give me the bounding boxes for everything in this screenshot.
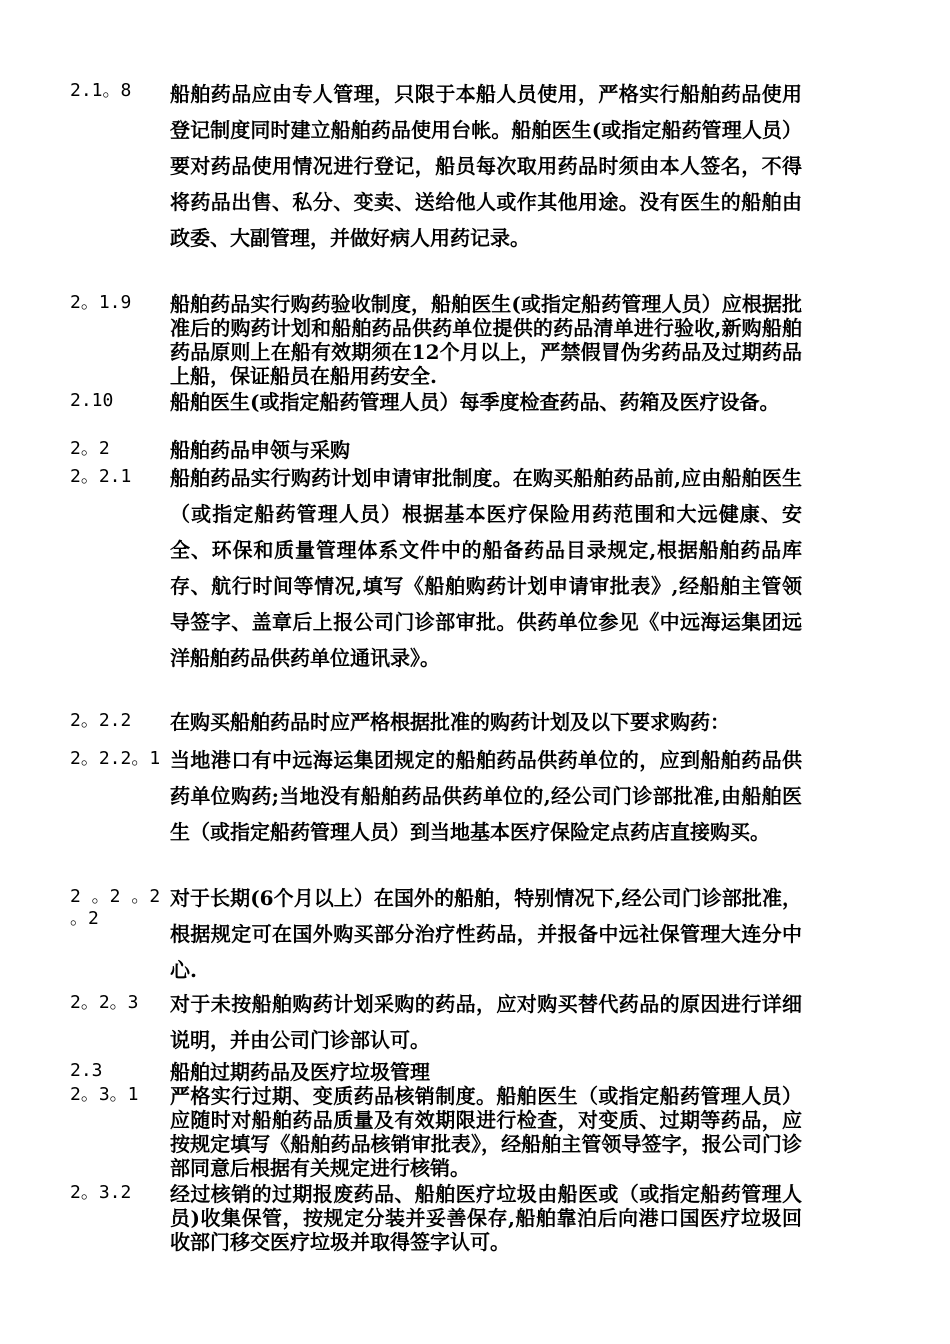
section-number: 2。2.1: [70, 466, 132, 487]
section-number: 2。2: [70, 438, 110, 459]
section-text: 在购买船舶药品时应严格根据批准的购药计划及以下要求购药：: [170, 710, 730, 734]
section-text: 对于长期(6个月以上）在国外的船舶，特别情况下,经公司门诊部批准，根据规定可在国外购买部分治疗性药品，并报备中远社保管理大连分中心.: [170, 886, 802, 982]
section-number: 2.3: [70, 1060, 103, 1081]
section-number: 2.1。8: [70, 80, 132, 101]
section-text: 船舶医生(或指定船药管理人员）每季度检查药品、药箱及医疗设备。: [170, 390, 780, 414]
section-text: 对于未按船舶购药计划采购的药品，应对购买替代药品的原因进行详细说明，并由公司门诊部认可。: [170, 992, 802, 1052]
section-number: 2。2.2: [70, 710, 132, 731]
section-text: 船舶药品实行购药计划申请审批制度。在购买船舶药品前,应由船舶医生（或指定船药管理人员）根据基本医疗保险用药范围和大远健康、安全、环保和质量管理体系文件中的船备药品目录规定,根据船舶药品库存、航行时间等情况,填写《船舶购药计划申请审批表》,经船舶主管领导签字、盖章后上报公司门诊部审批。供药单位参见《中远海运集团远洋船舶药品供药单位通讯录》。: [170, 466, 802, 670]
section-number: 2。3.2: [70, 1182, 132, 1203]
section-text: 当地港口有中远海运集团规定的船舶药品供药单位的，应到船舶药品供药单位购药;当地没有船舶药品供药单位的,经公司门诊部批准,由船舶医生（或指定船药管理人员）到当地基本医疗保险定点药店直接购买。: [170, 748, 802, 844]
section-heading: 船舶药品申领与采购: [170, 438, 350, 462]
section-text: 船舶药品实行购药验收制度，船舶医生(或指定船药管理人员）应根据批准后的购药计划和船舶药品供药单位提供的药品清单进行验收,新购船舶药品原则上在船有效期须在12个月以上，严禁假冒伪劣药品及过期药品上船，保证船员在船用药安全.: [170, 292, 802, 388]
section-number: 2。3。1: [70, 1084, 139, 1105]
section-number: 2。2。3: [70, 992, 139, 1013]
section-number: 2.10: [70, 390, 114, 411]
section-number: 2 。2 。2 。2: [70, 886, 172, 929]
section-text: 经过核销的过期报废药品、船舶医疗垃圾由船医或（或指定船药管理人员)收集保管，按规定分装并妥善保存,船舶靠泊后向港口国医疗垃圾回收部门移交医疗垃圾并取得签字认可。: [170, 1182, 802, 1254]
section-text: 船舶药品应由专人管理，只限于本船人员使用，严格实行船舶药品使用登记制度同时建立船舶药品使用台帐。船舶医生(或指定船药管理人员）要对药品使用情况进行登记，船员每次取用药品时须由本人签名，不得将药品出售、私分、变卖、送给他人或作其他用途。没有医生的船舶由政委、大副管理，并做好病人用药记录。: [170, 82, 802, 250]
section-number: 2。1.9: [70, 292, 132, 313]
section-number: 2。2.2。1: [70, 748, 161, 769]
section-heading: 船舶过期药品及医疗垃圾管理: [170, 1060, 430, 1084]
section-text: 严格实行过期、变质药品核销制度。船舶医生（或指定船药管理人员）应随时对船舶药品质量及有效期限进行检查，对变质、过期等药品，应按规定填写《船舶药品核销审批表》，经船舶主管领导签字，报公司门诊部同意后根据有关规定进行核销。: [170, 1084, 802, 1180]
